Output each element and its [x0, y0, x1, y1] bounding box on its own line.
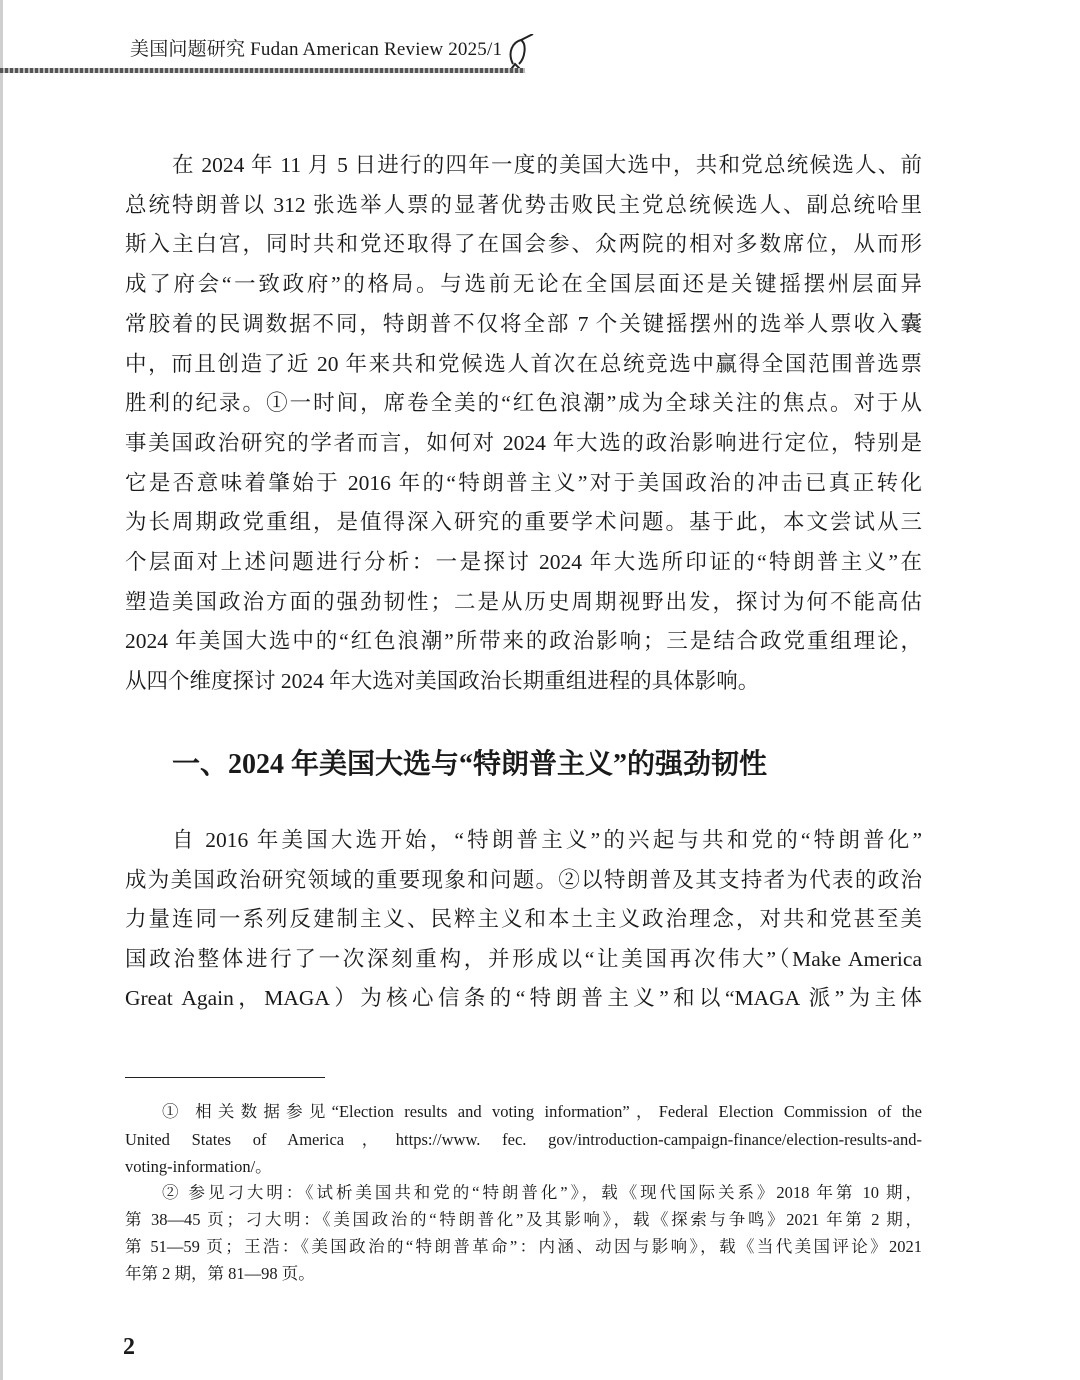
footnote-line: 第 51—59 页；王浩：《美国政治的“特朗普革命”：内涵、动因与影响》，载《当代美国评论》2021 [125, 1237, 922, 1256]
footnote-line: 第 38—45 页；刁大明：《美国政治的“特朗普化”及其影响》，载《探索与争鸣》2021 年第 2 期， [125, 1210, 922, 1229]
text-line: 塑造美国政治方面的强劲韧性；二是从历史周期视野出发，探讨为何不能高估 [125, 589, 922, 614]
text-line: 事美国政治研究的学者而言，如何对 2024 年大选的政治影响进行定位，特别是 [125, 430, 922, 455]
text-line: 国政治整体进行了一次深刻重构，并形成以“让美国再次伟大”（Make America [125, 946, 922, 971]
text-line: 个层面对上述问题进行分析：一是探讨 2024 年大选所印证的“特朗普主义”在 [125, 550, 922, 574]
running-header: 美国问题研究 Fudan American Review 2025/1 [130, 39, 503, 60]
page-number: 2 [123, 1334, 135, 1360]
text-line: 胜利的纪录。①一时间，席卷全美的“红色浪潮”成为全球关注的焦点。对于从 [125, 391, 922, 416]
text-line: 从四个维度探讨 2024 年大选对美国政治长期重组进程的具体影响。 [125, 669, 760, 694]
text-line: 在 2024 年 11 月 5 日进行的四年一度的美国大选中，共和党总统候选人、前 [172, 153, 922, 177]
text-line: 总统特朗普以 312 张选举人票的显著优势击败民主党总统候选人、副总统哈里 [125, 192, 922, 217]
text-line: 自 2016 年美国大选开始，“特朗普主义”的兴起与共和党的“特朗普化” [172, 828, 922, 852]
text-line: 成了府会“一致政府”的格局。与选前无论在全国层面还是关键摇摆州层面异 [125, 272, 922, 297]
text-line: Great Again，MAGA）为核心信条的“特朗普主义”和以“MAGA 派”为主体 [125, 986, 922, 1010]
footnote-line: United States of America，https://www. fec. gov/introduction-campaign-finance/election-results-and- [125, 1130, 922, 1149]
text-line: 为长周期政党重组，是值得深入研究的重要学术问题。基于此，本文尝试从三 [125, 510, 922, 535]
footnote-line: 年第 2 期，第 81—98 页。 [125, 1264, 315, 1283]
footnote-line: voting-information/。 [125, 1157, 272, 1176]
footnote-rule [125, 1077, 325, 1078]
text-line: 斯入主白宫，同时共和党还取得了在国会参、众两院的相对多数席位，从而形 [125, 232, 922, 257]
section-heading: 一、2024 年美国大选与“特朗普主义”的强劲韧性 [172, 749, 768, 780]
text-line: 它是否意味着肇始于 2016 年的“特朗普主义”对于美国政治的冲击已真正转化 [125, 470, 922, 495]
text-line: 常胶着的民调数据不同，特朗普不仅将全部 7 个关键摇摆州的选举人票收入囊 [125, 311, 922, 336]
header-rule [0, 68, 525, 73]
text-line: 成为美国政治研究领域的重要现象和问题。②以特朗普及其支持者为代表的政治 [125, 867, 922, 892]
text-line: 2024 年美国大选中的“红色浪潮”所带来的政治影响；三是结合政党重组理论， [125, 629, 922, 654]
footnote-line: ① 相关数据参见“Election results and voting information”，Federal Election Commission of the [162, 1102, 922, 1121]
text-line: 中，而且创造了近 20 年来共和党候选人首次在总统竞选中赢得全国范围普选票 [125, 351, 922, 376]
scan-border [0, 0, 3, 1380]
footnote-line: ② 参见刁大明：《试析美国共和党的“特朗普化”》，载《现代国际关系》2018 年第 10 期， [162, 1183, 922, 1202]
text-line: 力量连同一系列反建制主义、民粹主义和本土主义政治理念，对共和党甚至美 [125, 907, 922, 931]
